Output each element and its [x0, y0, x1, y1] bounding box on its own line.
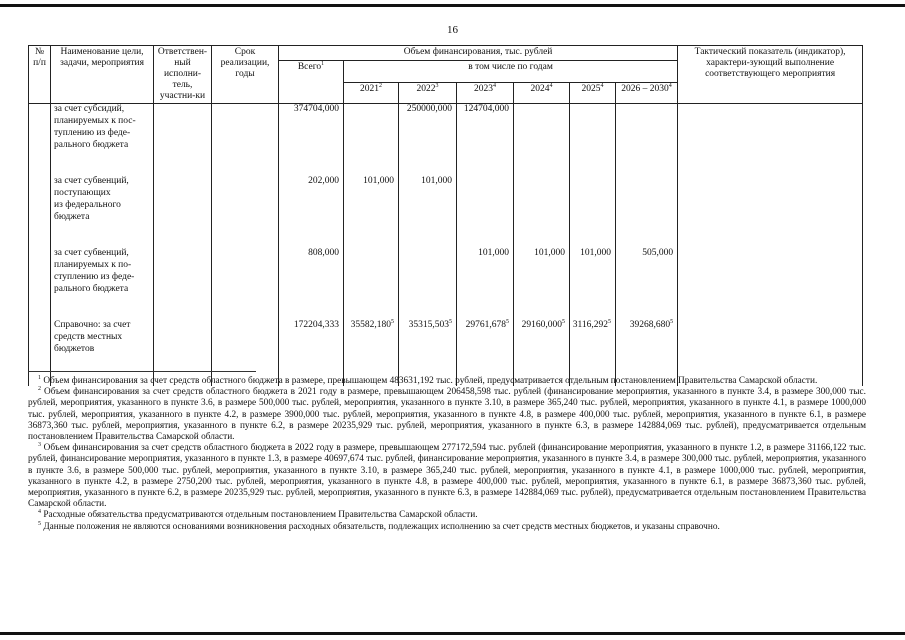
- cell-year-value: [344, 248, 399, 260]
- cell-total: 202,000: [279, 176, 344, 188]
- cell-year-value: [616, 176, 678, 188]
- row-label-line: за счет субвенций,: [51, 176, 154, 188]
- row-label-line: ступлению из феде-: [51, 272, 154, 284]
- cell-year-value: 101,000: [570, 248, 616, 260]
- cell-year-value: 124704,000: [457, 104, 514, 117]
- footnote: $^3$ Объем финансирования за счет средств областного бюджета в 2022 году в размере, превышающем 277172,594 тыс. рублей (финансирование мероприятия, указанного в пункте 1.2, в размере 31166,122 тыс. рублей, финансирование мероприятия, указанного в пункте 1.3, в размере 40697,674 тыс. рублей, финансирование мероприятия, указанного в пункте 3.4, в размере 300,000 тыс. рублей, мероприятия, указанного в пункте 3.6, в размере 500,000 тыс. рублей, мероприятия, указанного в пункте 3.10, в размере 365,240 тыс. рублей, мероприятия, указанного в пункте 4.1, в размере 1000,000 тыс. рублей, мероприятия, указанного в пункте 4.2, в размере 2750,200 тыс. рублей, мероприятия, указанного в пункте 4.8, в размере 400,000 тыс. рублей, мероприятия, указанного в пункте 6.1, в размере 36873,360 тыс. рублей, мероприятия, указанного в пункте 6.2, в размере 20235,929 тыс. рублей, мероприятия, указанного в пункте 6.3, в размере 142884,069 тыс. рублей), предусматривается отдельным постановлением Правительства Самарской области.: [28, 442, 866, 510]
- cell-year-value: 505,000: [616, 248, 678, 260]
- footnotes: [28, 376, 866, 533]
- table-row: [29, 284, 863, 296]
- table-row: [29, 260, 863, 272]
- header-period: Срок реализации, годы: [212, 46, 279, 104]
- row-label-line: из федерального: [51, 200, 154, 212]
- header-responsible: Ответствен-ный исполни-тель, участни-ки: [154, 46, 212, 104]
- cell-year-value: [616, 104, 678, 117]
- financing-table: [28, 45, 863, 386]
- table-row: [29, 272, 863, 284]
- row-label-line: за счет субвенций,: [51, 248, 154, 260]
- cell-year-value: 250000,000: [399, 104, 457, 117]
- table-row: [29, 320, 863, 332]
- header-year: 2024$^4$: [514, 83, 570, 104]
- header-year: 2023$^4$: [457, 83, 514, 104]
- row-label-line: средств местных: [51, 332, 154, 344]
- table-row: [29, 212, 863, 224]
- table-row: [29, 104, 863, 117]
- row-label-line: Справочно: за счет: [51, 320, 154, 332]
- row-label-line: бюджетов: [51, 344, 154, 356]
- footnote-separator: [28, 371, 256, 372]
- cell-year-value: 101,000: [344, 176, 399, 188]
- cell-year-value: [570, 176, 616, 188]
- cell-year-value: 101,000: [514, 248, 570, 260]
- cell-year-value: 35315,503$^5$: [399, 320, 457, 332]
- cell-year-value: [457, 176, 514, 188]
- row-label-line: планируемых к пос-: [51, 116, 154, 128]
- header-volume: Объем финансирования, тыс. рублей: [279, 46, 678, 61]
- row-label-line: рального бюджета: [51, 284, 154, 296]
- table-row: [29, 200, 863, 212]
- header-by-year: в том числе по годам: [344, 61, 678, 83]
- footnote: $^1$ Объем финансирования за счет средств областного бюджета в размере, превышающем 483631,192 тыс. рублей, предусматривается отдельным постановлением Правительства Самарской области.: [38, 375, 818, 386]
- cell-year-value: 101,000: [457, 248, 514, 260]
- row-label-line: планируемых к по-: [51, 260, 154, 272]
- page-number: 16: [447, 24, 458, 36]
- header-total: Всего$^1$: [279, 61, 344, 104]
- header-year: 2022$^3$: [399, 83, 457, 104]
- table-row: [29, 248, 863, 260]
- cell-year-value: [570, 104, 616, 117]
- header-year: 2025$^4$: [570, 83, 616, 104]
- row-label-line: поступающих: [51, 188, 154, 200]
- cell-year-value: 29761,678$^5$: [457, 320, 514, 332]
- cell-total: 808,000: [279, 248, 344, 260]
- row-label-line: рального бюджета: [51, 140, 154, 152]
- cell-year-value: 29160,000$^5$: [514, 320, 570, 332]
- cell-total: 374704,000: [279, 104, 344, 117]
- row-label-line: за счет субсидий,: [51, 104, 154, 117]
- cell-year-value: 3116,292$^5$: [570, 320, 616, 332]
- header-year: 2026 – 2030$^4$: [616, 83, 678, 104]
- cell-year-value: 39268,680$^5$: [616, 320, 678, 332]
- cell-year-value: 101,000: [399, 176, 457, 188]
- cell-year-value: 35582,180$^5$: [344, 320, 399, 332]
- header-year: 2021$^2$: [344, 83, 399, 104]
- table-row: [29, 344, 863, 356]
- cell-total: 172204,333: [279, 320, 344, 332]
- row-label-line: бюджета: [51, 212, 154, 224]
- footnote: $^4$ Расходные обязательства предусматриваются отдельным постановлением Правительства Самарской области.: [38, 509, 478, 521]
- cell-year-value: [344, 104, 399, 117]
- bottom-border: [0, 632, 905, 635]
- row-label-line: туплению из феде-: [51, 128, 154, 140]
- cell-year-value: [514, 176, 570, 188]
- table-row: [29, 188, 863, 200]
- top-border: [0, 4, 905, 7]
- footnote: $^2$ Объем финансирования за счет средств областного бюджета в 2021 году в размере, превышающем 206458,598 тыс. рублей (финансирование мероприятия, указанного в пункте 3.4, в размере 300,000 тыс. рублей, мероприятия, указанного в пункте 3.6, в размере 500,000 тыс. рублей, мероприятия, указанного в пункте 3.10, в размере 365,240 тыс. рублей, мероприятия, указанного в пункте 4.1, в размере 1000,000 тыс. рублей, мероприятия, указанного в пункте 4.2, в размере 3900,000 тыс. рублей, мероприятия, указанного в пункте 4.8, в размере 400,000 тыс. рублей, мероприятия, указанного в пункте 6.1, в размере 36873,360 тыс. рублей, мероприятия, указанного в пункте 6.2, в размере 20235,929 тыс. рублей, мероприятия, указанного в пункте 6.3, в размере 142884,069 тыс. рублей), предусматривается отдельным постановлением Правительства Самарской области.: [28, 386, 866, 443]
- table-row: [29, 140, 863, 152]
- table-row: [29, 332, 863, 344]
- table-row: [29, 128, 863, 140]
- header-name: Наименование цели, задачи, мероприятия: [51, 46, 154, 104]
- footnote: $^5$ Данные положения не являются основаниями возникновения расходных обязательств, подлежащих исполнению за счет средств местных бюджетов, и указаны справочно.: [38, 520, 720, 532]
- cell-year-value: [514, 104, 570, 117]
- header-indicator: Тактический показатель (индикатор), характери-зующий выполнение соответствующего мероприятия: [678, 46, 863, 104]
- cell-year-value: [399, 248, 457, 260]
- table-row: [29, 116, 863, 128]
- header-num: № п/п: [29, 46, 51, 104]
- table-row: [29, 176, 863, 188]
